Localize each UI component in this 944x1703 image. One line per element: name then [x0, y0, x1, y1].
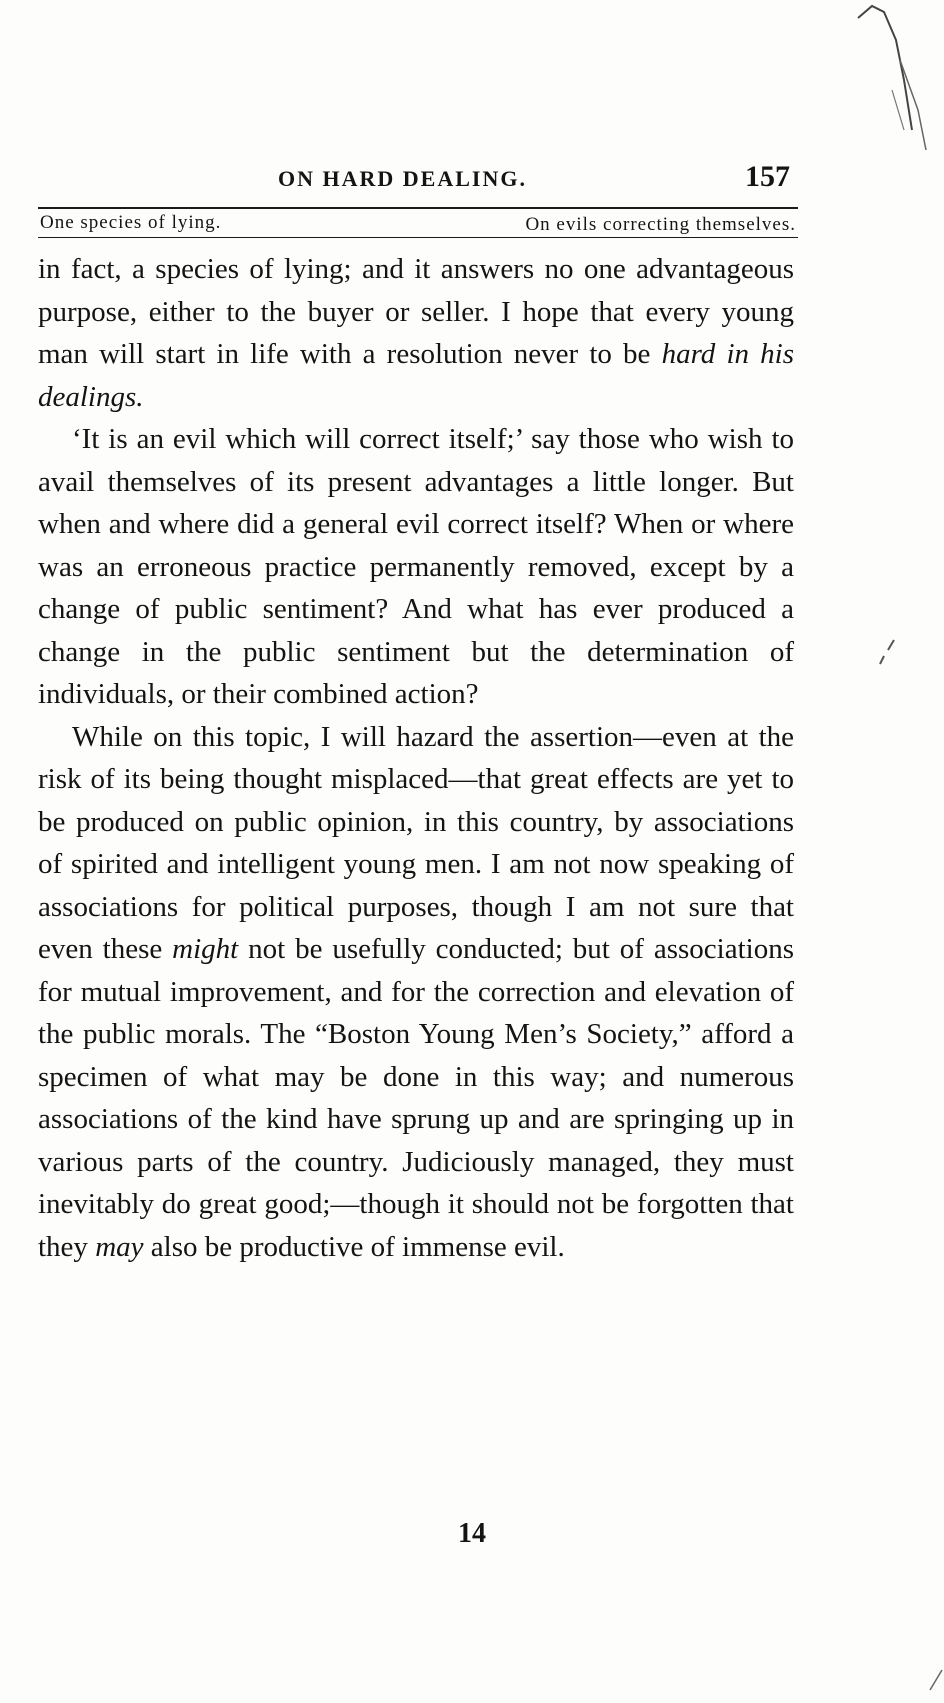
running-title: ON HARD DEALING. — [278, 166, 527, 191]
italic-text: may — [95, 1230, 144, 1263]
paragraph — [38, 716, 794, 1269]
corner-ink-mark-3 — [892, 90, 904, 130]
margin-tick-mark — [880, 640, 894, 664]
paragraph-text: also be productive of immense evil. — [143, 1230, 565, 1263]
marginal-subheads — [40, 210, 796, 236]
subhead-left: One species of lying. — [40, 212, 222, 233]
paragraph-text: not be usefully conducted; but of associations for mutual improvement, and for the correction and elevation of the public morals. The “Boston Young Men’s Society,” afford a specimen of what may be done in this way; and numerous associations of the kind have sprung up and are springing up in various parts of the country. Judiciously managed, they must inevitably do great good;—though it should not be forgotten that they — [38, 933, 794, 1263]
paragraph-text: While on this topic, I will hazard the assertion—even at the risk of its being thought misplaced—that great effects are yet to be produced on public opinion, in this country, by associations of spirited and intelligent young men. I am not now speaking of associations for political purposes, though I am not sure that even these — [38, 720, 794, 965]
body-text — [38, 248, 794, 1268]
corner-ink-mark-2 — [900, 60, 926, 150]
italic-text: might — [172, 933, 239, 965]
subhead-right: On evils correcting themselves. — [525, 214, 796, 235]
paragraph-text: ‘It is an evil which will correct itself;’ say those who wish to avail themselves of its present advantages a little longer. But when and where did a general evil correct itself? When or where was an erroneous practice permanently removed, except by a change of public sentiment? And what has ever produced a change in the public sentiment but the determination of individuals, or their combined action? — [38, 423, 794, 710]
header-rule-top — [38, 207, 798, 209]
page-header — [38, 160, 798, 200]
bottom-corner-mark — [930, 1670, 942, 1690]
paragraph — [38, 418, 794, 716]
signature-mark: 14 — [458, 1518, 486, 1549]
header-rule-bottom — [38, 237, 798, 238]
paragraph — [38, 248, 794, 418]
page-number: 157 — [745, 160, 790, 193]
italic-text: hard in his dealings. — [38, 338, 795, 413]
paragraph-text: in fact, a species of lying; and it answers no one advantageous purpose, either to the buyer or seller. I hope that every young man will start in life with a resolution never to be — [38, 253, 794, 370]
corner-ink-mark — [858, 6, 912, 130]
